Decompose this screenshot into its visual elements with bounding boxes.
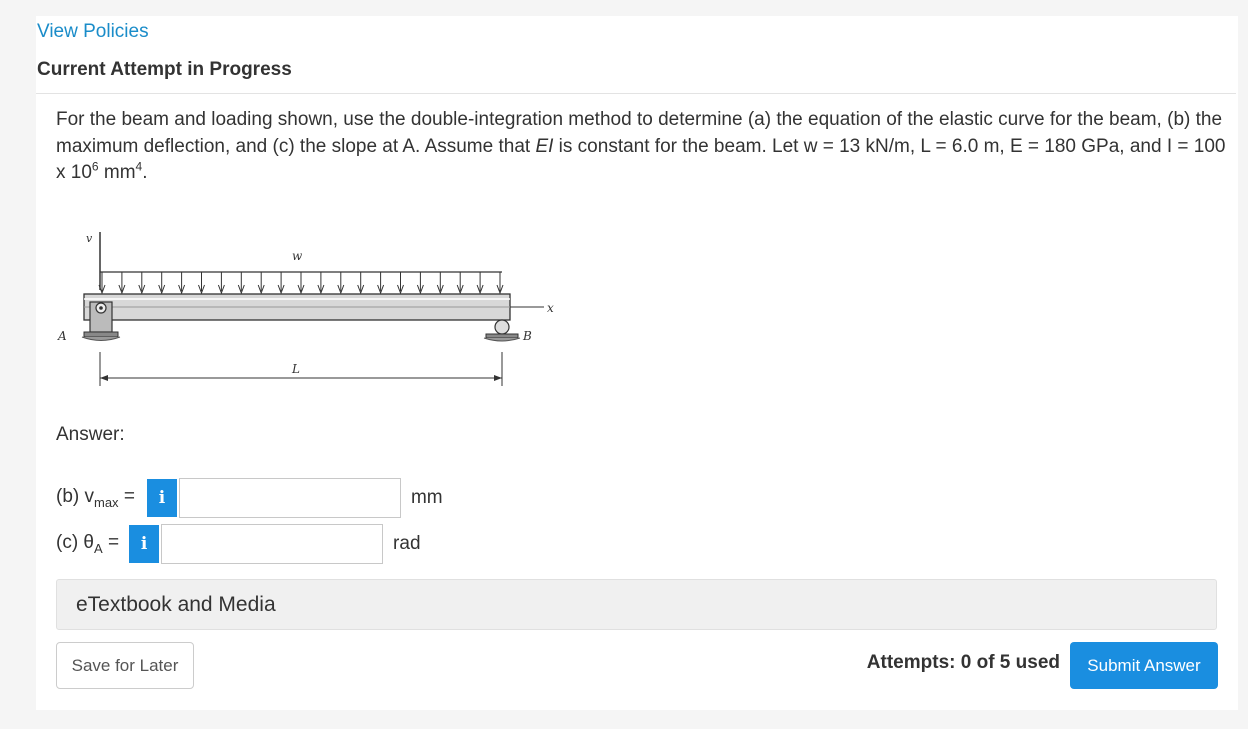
question-ei: EI (535, 135, 554, 157)
distributed-load-arrows (99, 272, 503, 293)
question-part4: . (142, 162, 148, 183)
question-exp6: 6 (91, 159, 99, 174)
vmax-suffix: = (118, 486, 135, 508)
question-exp4: 4 (135, 159, 143, 174)
vmax-label (56, 486, 135, 510)
question-part1: For the beam and loading shown, use the double-integration method to determine (a) the equation of the elastic curve for the beam, (b) the maximum deflection, and (c) the slope at A. Assume that (56, 109, 1223, 157)
roller-support-b (484, 320, 520, 341)
question-text (56, 107, 1226, 187)
etextbook-media-panel[interactable]: eTextbook and Media (56, 579, 1217, 630)
question-part3: mm (98, 162, 136, 183)
vmax-unit: mm (410, 487, 443, 508)
submit-answer-button[interactable]: Submit Answer (1070, 642, 1218, 689)
dim-arrow-right (494, 375, 502, 381)
question-part2: is constant for the beam. Let w = 13 kN/m, L = 6.0 m, E = 180 GPa, and I = 100 x 10 (56, 135, 1226, 183)
view-policies-link[interactable]: View Policies (37, 21, 149, 42)
a-label: A (58, 329, 67, 343)
vmax-prefix: (b) v (56, 486, 94, 508)
theta-suffix: = (102, 532, 120, 554)
theta-label (56, 532, 119, 556)
x-label: x (547, 301, 554, 315)
dim-arrow-left (100, 375, 108, 381)
attempts-counter: Attempts: 0 of 5 used (866, 652, 1060, 673)
divider (36, 93, 1236, 94)
vmax-row (56, 478, 443, 518)
vmax-info-icon[interactable]: i (147, 479, 177, 517)
theta-sub: A (94, 540, 103, 556)
answer-label: Answer: (56, 424, 125, 445)
l-label: L (292, 362, 300, 376)
w-label: w (292, 249, 303, 263)
theta-info-icon[interactable]: i (129, 525, 159, 563)
beam-diagram (52, 222, 572, 394)
vmax-sub: max (94, 494, 119, 510)
theta-prefix: (c) θ (56, 532, 94, 554)
v-label: v (86, 232, 93, 245)
save-for-later-button[interactable]: Save for Later (56, 642, 194, 689)
vmax-input[interactable] (179, 478, 401, 518)
theta-unit: rad (393, 533, 421, 554)
theta-input[interactable] (161, 524, 383, 564)
theta-row (56, 524, 421, 564)
attempt-title: Current Attempt in Progress (37, 59, 292, 80)
b-label: B (523, 329, 532, 343)
